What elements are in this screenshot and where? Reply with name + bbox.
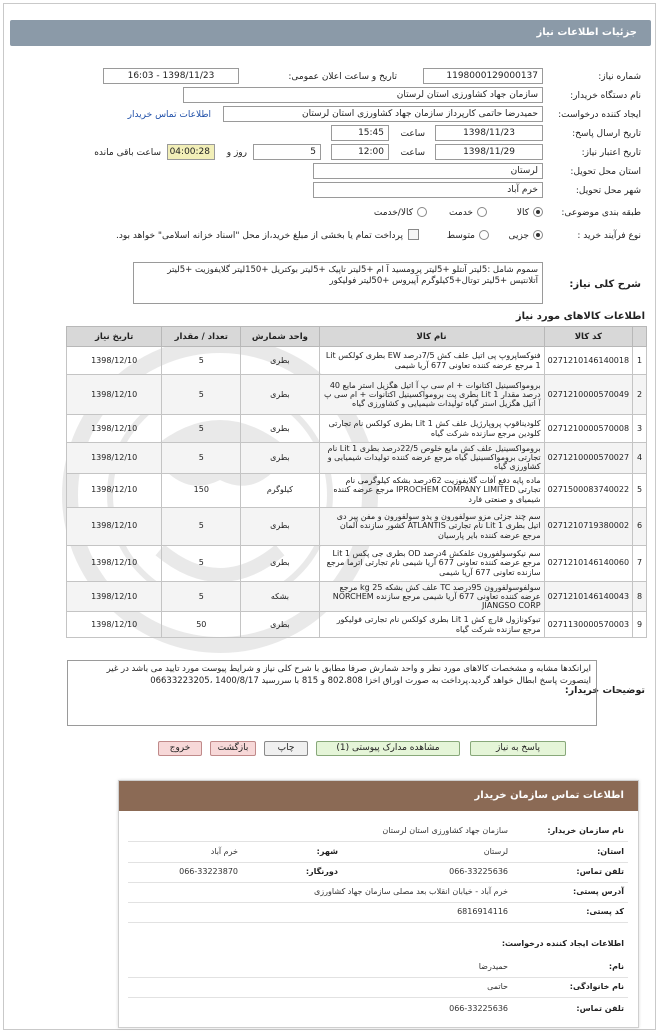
creator-name-label: نام: [608,962,624,971]
table-row [67,581,647,612]
contact-org-value: سازمان جهاد کشاورزی استان لرستان [382,826,508,835]
purchase-process-label: نوع فرآیند خرید : [577,231,641,241]
cell-code: 0271210000570049 [544,375,632,415]
overall-desc-label: شرح کلی نیاز: [569,279,641,290]
category-option-service: خدمت [449,208,473,218]
contact-address-value: خرم آباد - خیابان انقلاب بعد مصلی سازمان جهاد کشاورزی [314,887,508,896]
cell-index: 8 [633,581,647,612]
cell-qty: 5 [162,545,241,581]
contact-phone-label: تلفن تماس: [576,867,624,876]
cell-date: 1398/12/10 [67,347,162,375]
reply-time-label: ساعت [400,129,425,139]
contact-panel-header [119,781,638,811]
category-option-goods: کالا [516,208,529,218]
table-row [67,545,647,581]
time-left-field: 04:00:28 [167,144,215,160]
buyer-notes-label: توضیحات خریدار: [564,685,645,696]
contact-org-label: نام سازمان خریدار: [547,826,624,835]
validity-time-field: 12:00 [331,144,389,160]
contact-city-label: شهر: [316,847,338,856]
cell-qty: 150 [162,473,241,507]
days-left-field: 5 [253,144,321,160]
reply-date-field: 1398/11/23 [435,125,543,141]
goods-table [66,326,647,638]
cell-name: سم نیکوسولفورون علفکش 4درصد OD بطری جی پکس 1 Lit مرجع عرضه کننده تعاونی 677 آریا شیمی نام تجارتی اترما مرجع سازنده تعاونی 677 آریا شیمی [319,545,544,581]
contact-postal-label: کد پستی: [586,907,624,916]
cell-date: 1398/12/10 [67,443,162,474]
contact-fax-value: 066-33223870 [179,867,238,876]
cell-qty: 5 [162,375,241,415]
contact-panel-title: اطلاعات تماس سازمان خریدار [474,790,624,801]
day-and-label: روز و [226,148,247,158]
cell-qty: 5 [162,581,241,612]
cell-name: تبوکونازول قارچ کش 1 Lit بطری کولکس نام تجارتی فولیکور مرجع سازنده شرکت گیاه [319,612,544,638]
process-radio-medium[interactable] [479,230,489,240]
table-row [67,507,647,545]
divider [128,902,628,903]
creator-family-label: نام خانوادگی: [569,982,624,991]
process-option-medium: متوسط [446,231,475,241]
cell-date: 1398/12/10 [67,612,162,638]
need-number-label: شماره نیاز: [598,72,641,82]
creator-info-title: اطلاعات ایجاد کننده درخواست: [501,939,624,948]
exit-button[interactable]: خروج [158,741,202,756]
print-button[interactable]: چاپ [264,741,308,756]
cell-qty: 5 [162,347,241,375]
cell-index: 7 [633,545,647,581]
contact-province-value: لرستان [483,847,508,856]
cell-code: 0271210000570027 [544,443,632,474]
cell-qty: 50 [162,612,241,638]
cell-name: ماده پایه دفع آفات گلایفوزیت 62درصد بشکه کیلوگرمی نام تجارتی IPROCHEM COMPANY LIMITED مرجع عرضه کننده شیمیای و صنعتی فارد [319,473,544,507]
cell-date: 1398/12/10 [67,473,162,507]
cell-name: فنوکساپروپ پی اتیل علف کش 7/5درصد EW بطری کولکس Lit 1 مرجع عرضه کننده تعاونی 677 آریا شیمی [319,347,544,375]
cell-qty: 5 [162,415,241,443]
creator-family-value: حاتمی [487,982,508,991]
cell-date: 1398/12/10 [67,375,162,415]
page-title: جزئیات اطلاعات نیاز [536,27,637,38]
table-row [67,612,647,638]
cell-date: 1398/12/10 [67,415,162,443]
cell-index: 2 [633,375,647,415]
buyer-org-field: سازمان جهاد کشاورزی استان لرستان [183,87,543,103]
view-documents-button[interactable]: مشاهده مدارک پیوستی (1) [316,741,460,756]
cell-name: سولفوسولفورون 95درصد TC علف کش بشکه 25 kg مرجع عرضه کننده تعاونی 677 آریا شیمی مرجع سازنده NORCHEM JIANGSO CORP [319,581,544,612]
col-header-code: کد کالا [544,327,632,347]
cell-unit: بطری [241,347,319,375]
divider [128,882,628,883]
table-row [67,415,647,443]
divider [128,922,628,923]
table-header-row [67,327,647,347]
table-row [67,375,647,415]
cell-unit: کیلوگرم [241,473,319,507]
cell-code: 0271210146140018 [544,347,632,375]
col-header-unit: واحد شمارش [241,327,319,347]
reply-time-field: 15:45 [331,125,389,141]
buyer-notes-box: ایرانکدها مشابه و مشخصات کالاهای مورد نظر و واحد شمارش صرفا مطابق با شرح کلی نیاز و شرایط پیوست مورد تایید می باشد در غیر اینصورت پاسخ ابطال خواهد گردید.پرداخت به صورت اوراق اخزا 802،808 و 815 با سررسید 1400/8/17 ،06633223205 [67,660,597,726]
cell-date: 1398/12/10 [67,545,162,581]
reply-deadline-label: تاریخ ارسال پاسخ: [572,129,641,139]
buyer-org-label: نام دستگاه خریدار: [570,91,641,101]
creator-phone-label: تلفن تماس: [576,1004,624,1013]
cell-index: 6 [633,507,647,545]
cell-code: 0271210146140060 [544,545,632,581]
cell-unit: بشکه [241,581,319,612]
contact-province-label: استان: [597,847,624,856]
cell-index: 9 [633,612,647,638]
cell-unit: بطری [241,612,319,638]
process-radio-minor[interactable] [533,230,543,240]
cell-name: سم چند جزئی مزو سولفورون و یدو سولفورون و مفن پیر دی اتیل بطری 1 Lit نام تجارتی ATLANTIS کشور سازنده آلمان مرجع عرضه کننده بایر پارسیان [319,507,544,545]
contact-address-label: آدرس پستی: [573,887,624,896]
back-button[interactable]: بازگشت [210,741,256,756]
cell-unit: بطری [241,545,319,581]
divider [128,841,628,842]
table-row [67,347,647,375]
cell-code: 0271210719380002 [544,507,632,545]
col-header-qty: تعداد / مقدار [162,327,241,347]
validity-time-label: ساعت [400,148,425,158]
contact-city-value: خرم آباد [210,847,238,856]
cell-index: 3 [633,415,647,443]
contact-fax-label: دورنگار: [305,867,338,876]
table-row [67,473,647,507]
treasury-checkbox[interactable] [408,229,419,240]
cell-unit: بطری [241,443,319,474]
announce-datetime-label: تاریخ و ساعت اعلان عمومی: [288,72,397,82]
province-label: استان محل تحویل: [570,167,641,177]
goods-info-title: اطلاعات کالاهای مورد نیاز [515,311,645,322]
cell-code: 0271500083740022 [544,473,632,507]
cell-qty: 5 [162,507,241,545]
process-option-minor: جزیی [508,231,529,241]
creator-field: حمیدرضا حاتمی کارپرداز سازمان جهاد کشاورزی استان لرستان [223,106,543,122]
creator-phone-value: 066-33225636 [449,1004,508,1013]
divider [128,997,628,998]
category-label: طبقه بندی موضوعی: [561,208,641,218]
city-field: خرم آباد [313,182,543,198]
treasury-note: پرداخت تمام یا بخشی از مبلغ خرید،از محل "اسناد خزانه اسلامی" خواهد بود. [115,231,403,241]
reply-button[interactable]: پاسخ به نیاز [470,741,566,756]
creator-name-value: حمیدرضا [478,962,508,971]
cell-name: برومواکسینیل علف کش مایع خلوص 22/5درصد بطری 1 Lit نام تجارتی برومواکسینیل گیاه مرجع عرضه کننده تولیدات شیمیایی و کشاورزی گیاه [319,443,544,474]
contact-postal-value: 6816914116 [457,907,508,916]
cell-index: 4 [633,443,647,474]
validity-date-field: 1398/11/29 [435,144,543,160]
province-field: لرستان [313,163,543,179]
cell-qty: 5 [162,443,241,474]
need-number-field: 1198000129000137 [423,68,543,84]
cell-name: برومواکسینیل اکتانوات + ام سی پ آ اتیل هگزیل استر مایع 40 درصد مقدار 1 Lit بطری پت برومواکسینیل اکتانوات + ام سی پ آ اتیل هگزیل استر گیاه تولیدات شیمیایی و کشاورزی گیاه [319,375,544,415]
category-radio-both[interactable] [417,207,427,217]
cell-code: 0271130000570003 [544,612,632,638]
contact-info-link[interactable]: اطلاعات تماس خریدار [127,110,211,120]
category-radio-goods[interactable] [533,207,543,217]
buyer-contact-panel [118,780,639,1028]
cell-name: کلودیناقوپ پروپارژیل علف کش 1 Lit بطری کولکس نام تجارتی کلودین مرجع سازنده شرکت گیاه [319,415,544,443]
col-header-name: نام کالا [319,327,544,347]
col-header-index [633,327,647,347]
cell-code: 0271210146140043 [544,581,632,612]
divider [128,977,628,978]
city-label: شهر محل تحویل: [575,186,641,196]
cell-code: 0271210000570008 [544,415,632,443]
divider [128,862,628,863]
contact-phone-value: 066-33225636 [449,867,508,876]
cell-index: 5 [633,473,647,507]
col-header-date: تاریخ نیاز [67,327,162,347]
cell-date: 1398/12/10 [67,507,162,545]
overall-desc-box: سموم شامل :5لیتر آنتلو +5لیتر پرومسید آ ام +5لیتر تاپیک +5لیتر بوکتریل +150لیتر گلایفوزیت +5لیتر آتلانتیس +5لیتر توتال+5کیلوگرم آپیروس +50لیتر فولیکور [133,262,543,304]
category-option-both: کالا/خدمت [373,208,413,218]
cell-index: 1 [633,347,647,375]
page-header [10,20,651,46]
hours-left-label: ساعت باقی مانده [94,148,161,158]
cell-unit: بطری [241,375,319,415]
cell-unit: بطری [241,507,319,545]
price-validity-label: تاریخ اعتبار نیاز: [581,148,641,158]
cell-date: 1398/12/10 [67,581,162,612]
table-row [67,443,647,474]
category-radio-service[interactable] [477,207,487,217]
announce-datetime-field: 1398/11/23 - 16:03 [103,68,239,84]
cell-unit: بطری [241,415,319,443]
creator-label: ایجاد کننده درخواست: [558,110,641,120]
